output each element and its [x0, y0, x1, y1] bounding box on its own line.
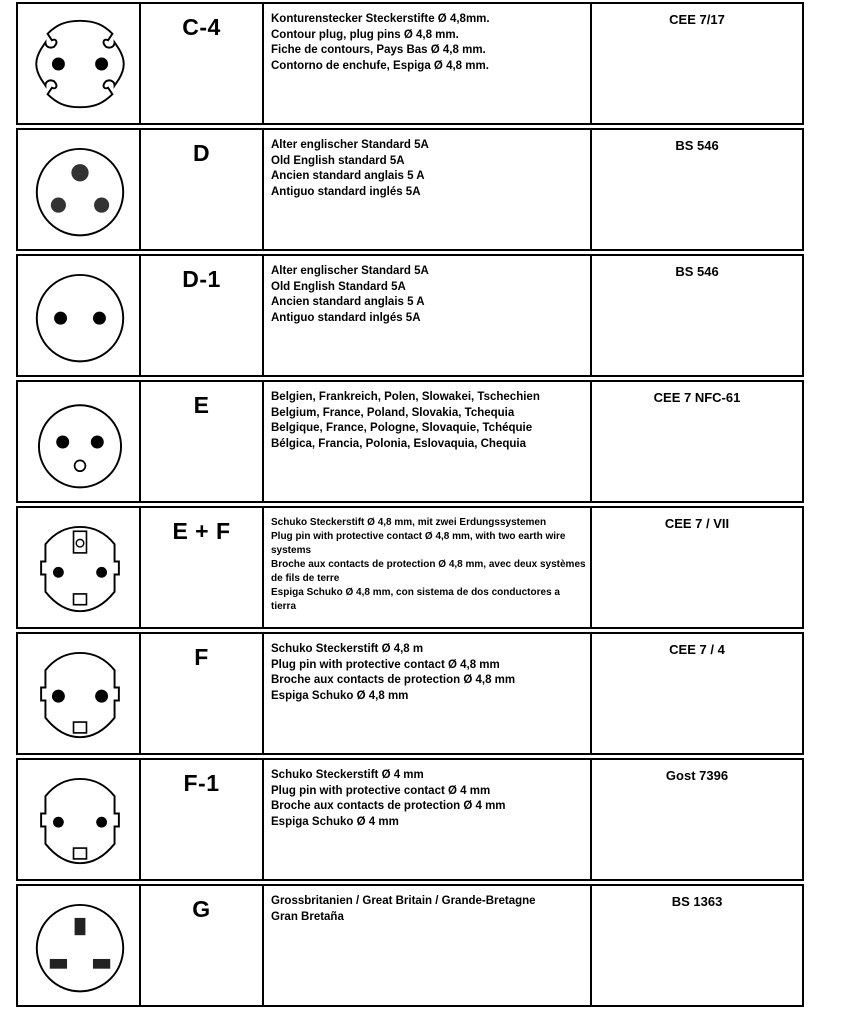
- plug-image-cell: [16, 632, 141, 755]
- description-line: Ancien standard anglais 5 A: [271, 170, 425, 182]
- description-line: Schuko Steckerstift Ø 4 mm: [271, 769, 424, 781]
- description-line: Contorno de enchufe, Espiga Ø 4,8 mm.: [271, 59, 489, 72]
- table-row: [16, 254, 804, 377]
- two-round-pin-plug-icon: [26, 262, 134, 370]
- description-line: Broche aux contacts de protection Ø 4 mm: [271, 800, 506, 812]
- description-line: Espiga Schuko Ø 4 mm: [271, 815, 399, 828]
- description-line: Schuko Steckerstift Ø 4,8 mm, mit zwei Erdungssystemen: [271, 517, 547, 528]
- plug-code-cell: [139, 758, 264, 881]
- plug-code-cell: [139, 884, 264, 1007]
- description: [271, 390, 587, 452]
- standard-label: CEE 7/17: [669, 12, 725, 27]
- contour-plug-icon: [26, 10, 134, 118]
- description-cell: [262, 380, 592, 503]
- schuko-plug-icon: [26, 766, 134, 874]
- table-row: [16, 632, 804, 755]
- description-cell: [262, 758, 592, 881]
- standard-label: BS 546: [675, 138, 719, 153]
- plug-code: E: [193, 392, 210, 418]
- description: [271, 516, 587, 614]
- description-line: Old English standard 5A: [271, 154, 405, 167]
- description: [271, 264, 587, 326]
- standard-cell: [590, 380, 804, 503]
- plug-image-cell: [16, 506, 141, 629]
- table-row: [16, 758, 804, 881]
- table-row: [16, 128, 804, 251]
- description-line: Espiga Schuko Ø 4,8 mm: [271, 689, 409, 702]
- description-line: Fiche de contours, Pays Bas Ø 4,8 mm.: [271, 44, 486, 56]
- standard-cell: [590, 506, 804, 629]
- standard-cell: [590, 254, 804, 377]
- schuko-plug-icon: [26, 640, 134, 748]
- plug-code: E + F: [172, 518, 231, 544]
- description-line: Old English Standard 5A: [271, 280, 406, 293]
- table-row: [16, 506, 804, 629]
- standard-label: CEE 7 / 4: [669, 642, 725, 657]
- standard-label: BS 546: [675, 264, 719, 279]
- description-line: Espiga Schuko Ø 4,8 mm, con sistema de dos conductores a tierra: [271, 587, 560, 612]
- three-round-pin-plug-icon: [26, 136, 134, 244]
- description-cell: [262, 884, 592, 1007]
- description-line: Plug pin with protective contact Ø 4,8 mm: [271, 658, 500, 671]
- plug-image-cell: [16, 758, 141, 881]
- description-line: Ancien standard anglais 5 A: [271, 296, 425, 308]
- standard-cell: [590, 632, 804, 755]
- earth-pin-socket-icon: [26, 388, 134, 496]
- description-line: Alter englischer Standard 5A: [271, 139, 429, 151]
- plug-code-cell: [139, 254, 264, 377]
- description-line: Alter englischer Standard 5A: [271, 265, 429, 277]
- description-line: Belgium, France, Poland, Slovakia, Tchequia: [271, 406, 515, 419]
- description-line: Gran Bretaña: [271, 910, 344, 923]
- plug-code-cell: [139, 506, 264, 629]
- plug-image-cell: [16, 254, 141, 377]
- description-line: Belgique, France, Pologne, Slovaquie, Tchéquie: [271, 422, 533, 434]
- plug-code: F: [194, 644, 209, 670]
- description-cell: [262, 506, 592, 629]
- description-cell: [262, 128, 592, 251]
- standard-cell: [590, 2, 804, 125]
- description-line: Broche aux contacts de protection Ø 4,8 mm: [271, 674, 516, 686]
- description: [271, 768, 587, 830]
- description-line: Schuko Steckerstift Ø 4,8 m: [271, 643, 424, 655]
- description-cell: [262, 632, 592, 755]
- description: [271, 894, 587, 925]
- plug-code-cell: [139, 128, 264, 251]
- uk-three-pin-plug-icon: [26, 892, 134, 1000]
- plug-image-cell: [16, 2, 141, 125]
- description-cell: [262, 254, 592, 377]
- description: [271, 12, 587, 74]
- description-line: Plug pin with protective contact Ø 4 mm: [271, 784, 491, 797]
- description-line: Plug pin with protective contact Ø 4,8 mm, with two earth wire systems: [271, 531, 566, 556]
- plug-code-cell: [139, 632, 264, 755]
- plug-code-cell: [139, 2, 264, 125]
- description-cell: [262, 2, 592, 125]
- standard-label: CEE 7 NFC-61: [653, 390, 741, 405]
- plug-code: F-1: [183, 770, 220, 796]
- description-line: Contour plug, plug pins Ø 4,8 mm.: [271, 28, 459, 41]
- plug-image-cell: [16, 128, 141, 251]
- plug-code: D: [192, 140, 211, 166]
- plug-code: C-4: [182, 14, 221, 40]
- plug-code: D-1: [182, 266, 221, 292]
- description-line: Konturenstecker Steckerstifte Ø 4,8mm.: [271, 13, 490, 25]
- standard-cell: [590, 884, 804, 1007]
- description-line: Broche aux contacts de protection Ø 4,8 mm, avec deux systèmes de fils de terre: [271, 559, 586, 584]
- table-row: [16, 380, 804, 503]
- plug-code-cell: [139, 380, 264, 503]
- schuko-earth-pin-plug-icon: [26, 514, 134, 622]
- description-line: Belgien, Frankreich, Polen, Slowakei, Tschechien: [271, 391, 540, 403]
- plug-image-cell: [16, 884, 141, 1007]
- standard-cell: [590, 758, 804, 881]
- plug-image-cell: [16, 380, 141, 503]
- description-line: Antiguo standard inglés 5A: [271, 185, 421, 198]
- plug-code: G: [192, 896, 211, 922]
- standard-label: Gost 7396: [665, 768, 729, 783]
- description-line: Bélgica, Francia, Polonia, Eslovaquia, Chequia: [271, 437, 526, 450]
- standard-label: BS 1363: [671, 894, 723, 909]
- standard-label: CEE 7 / VII: [664, 516, 730, 531]
- description-line: Antiguo standard inlgés 5A: [271, 311, 421, 324]
- description: [271, 642, 587, 704]
- description-line: Grossbritanien / Great Britain / Grande-Bretagne: [271, 895, 536, 907]
- table-row: [16, 2, 804, 125]
- description: [271, 138, 587, 200]
- standard-cell: [590, 128, 804, 251]
- table-row: [16, 884, 804, 1007]
